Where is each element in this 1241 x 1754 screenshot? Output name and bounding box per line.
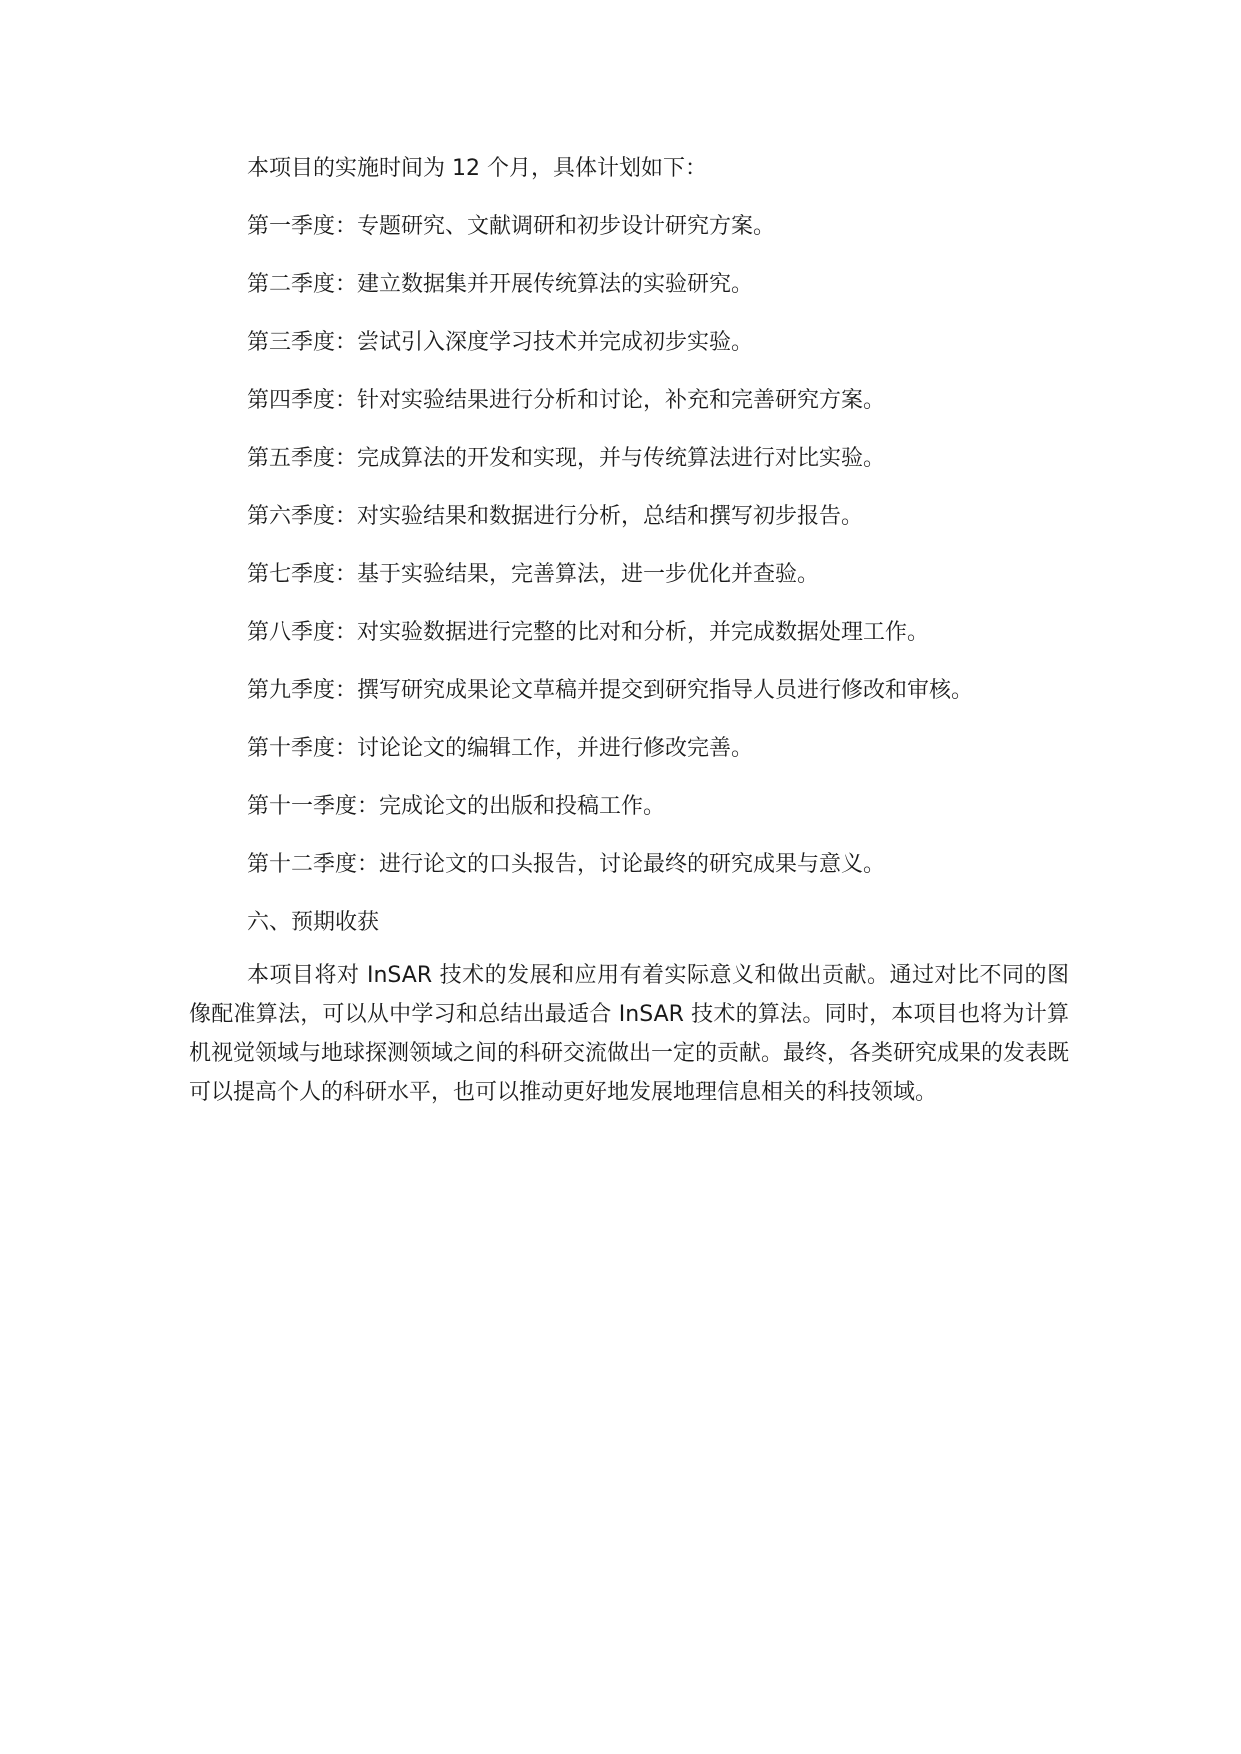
schedule-intro: 本项目的实施时间为 12 个月，具体计划如下：	[247, 156, 707, 181]
section-heading-expected-outcomes: 六、预期收获	[247, 910, 380, 935]
quarter-2-plan: 第二季度：建立数据集并开展传统算法的实验研究。	[247, 272, 754, 297]
quarter-10-plan: 第十季度：讨论论文的编辑工作，并进行修改完善。	[247, 736, 754, 761]
quarter-7-plan: 第七季度：基于实验结果，完善算法，进一步优化并查验。	[247, 562, 820, 587]
quarter-12-plan: 第十二季度：进行论文的口头报告，讨论最终的研究成果与意义。	[247, 852, 886, 877]
quarter-11-plan: 第十一季度：完成论文的出版和投稿工作。	[247, 794, 666, 819]
quarter-8-plan: 第八季度：对实验数据进行完整的比对和分析，并完成数据处理工作。	[247, 620, 930, 645]
quarter-3-plan: 第三季度：尝试引入深度学习技术并完成初步实验。	[247, 330, 754, 355]
quarter-4-plan: 第四季度：针对实验结果进行分析和讨论，补充和完善研究方案。	[247, 388, 886, 413]
expected-outcomes-paragraph: 本项目将对 InSAR 技术的发展和应用有着实际意义和做出贡献。通过对比不同的图像配准算法，可以从中学习和总结出最适合 InSAR 技术的算法。同时，本项目也将为计算机视觉领域与地球探测领域之间的科研交流做出一定的贡献。最终，各类研究成果的发表既可以提高个人的科研水平，也可以推动更好地发展地理信息相关的科技领域。	[189, 963, 1070, 1105]
quarter-5-plan: 第五季度：完成算法的开发和实现，并与传统算法进行对比实验。	[247, 446, 886, 471]
document-content	[189, 154, 1069, 1112]
quarter-9-plan: 第九季度：撰写研究成果论文草稿并提交到研究指导人员进行修改和审核。	[247, 678, 974, 703]
quarter-6-plan: 第六季度：对实验结果和数据进行分析，总结和撰写初步报告。	[247, 504, 864, 529]
quarter-1-plan: 第一季度：专题研究、文献调研和初步设计研究方案。	[247, 214, 776, 239]
